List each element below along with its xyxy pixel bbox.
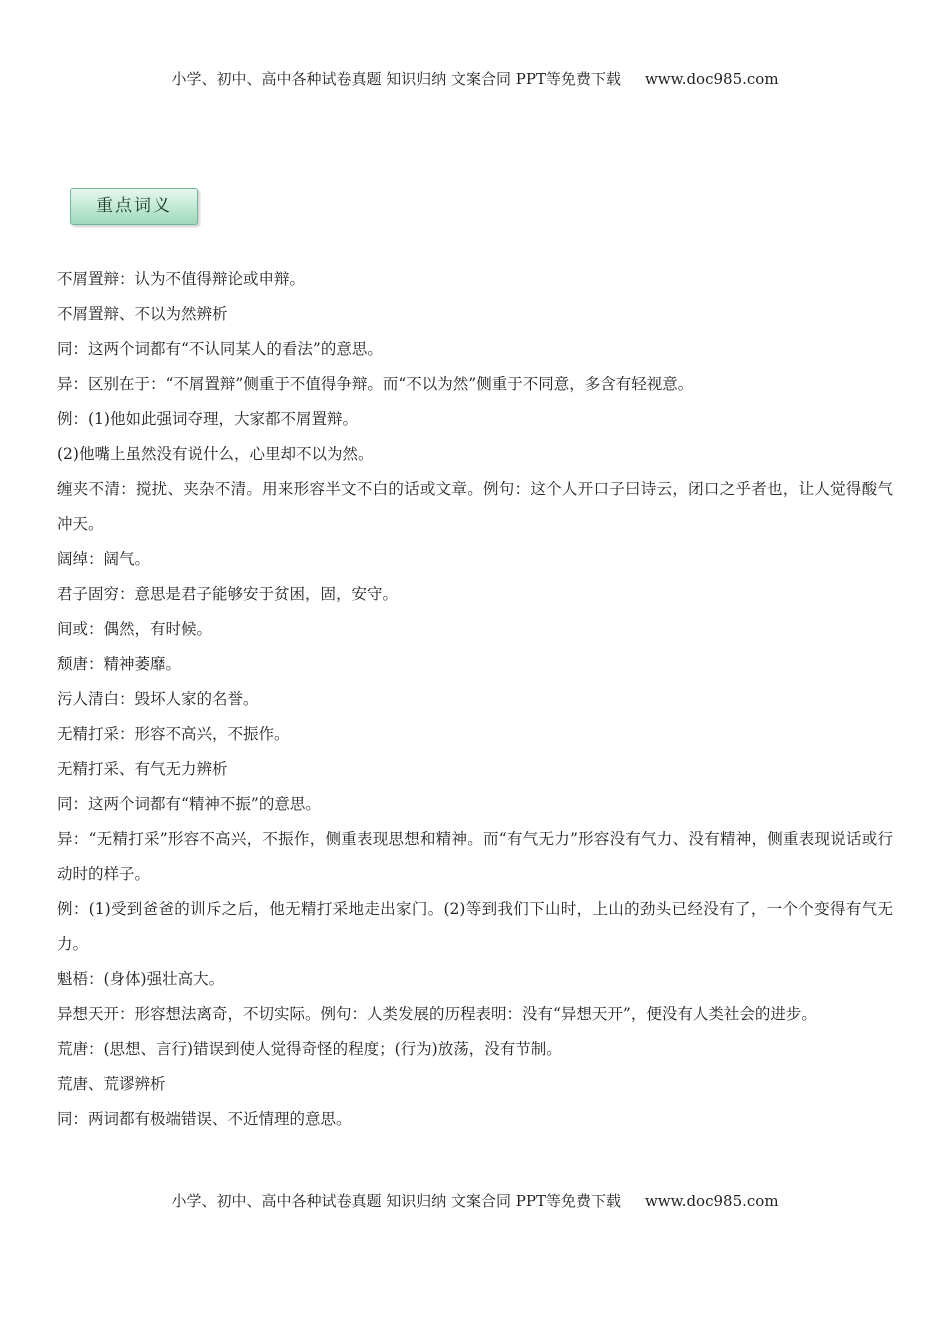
- footer-text: 小学、初中、高中各种试卷真题 知识归纳 文案合同 PPT等免费下载: [171, 1192, 621, 1210]
- line-10: 间或：偶然，有时候。: [57, 620, 213, 638]
- line-17: 例：(1)受到爸爸的训斥之后，他无精打采地走出家门。(2)等到我们下山时，上山的劲头已经没有了，一个个变得有气无力。: [57, 900, 893, 953]
- line-5: 例：(1)他如此强词夺理，大家都不屑置辩。: [57, 410, 358, 428]
- section-title-badge: 重点词义: [70, 188, 198, 225]
- header-site-link[interactable]: www.doc985.com: [644, 70, 779, 88]
- line-2: 不屑置辩、不以为然辨析: [57, 305, 228, 323]
- line-13: 无精打采：形容不高兴，不振作。: [57, 725, 290, 743]
- line-6: (2)他嘴上虽然没有说什么，心里却不以为然。: [57, 445, 374, 463]
- line-9: 君子固穷：意思是君子能够安于贫困，固，安守。: [57, 585, 399, 603]
- line-11: 颓唐：精神萎靡。: [57, 655, 182, 673]
- page-header: [0, 68, 950, 89]
- line-21: 荒唐、荒谬辨析: [57, 1075, 166, 1093]
- line-1: 不屑置辩：认为不值得辩论或申辩。: [57, 270, 306, 288]
- line-18: 魁梧：(身体)强壮高大。: [57, 970, 225, 988]
- page-footer: [0, 1190, 950, 1211]
- footer-site-link[interactable]: www.doc985.com: [644, 1192, 779, 1210]
- line-8: 阔绰：阔气。: [57, 550, 151, 568]
- line-19: 异想天开：形容想法离奇，不切实际。例句：人类发展的历程表明：没有“异想天开”，便没有人类社会的进步。: [57, 1005, 817, 1023]
- line-15: 同：这两个词都有“精神不振”的意思。: [57, 795, 321, 813]
- line-22: 同：两词都有极端错误、不近情理的意思。: [57, 1110, 352, 1128]
- line-3: 同：这两个词都有“不认同某人的看法”的意思。: [57, 340, 383, 358]
- line-16: 异：“无精打采”形容不高兴，不振作，侧重表现思想和精神。而“有气无力”形容没有气力、没有精神，侧重表现说话或行动时的样子。: [57, 830, 893, 883]
- line-12: 污人清白：毁坏人家的名誉。: [57, 690, 259, 708]
- line-20: 荒唐：(思想、言行)错误到使人觉得奇怪的程度；(行为)放荡，没有节制。: [57, 1040, 562, 1058]
- line-4: 异：区别在于：“不屑置辩”侧重于不值得争辩。而“不以为然”侧重于不同意，多含有轻视意。: [57, 375, 694, 393]
- line-7: 缠夹不清：搅扰、夹杂不清。用来形容半文不白的话或文章。例句：这个人开口子曰诗云，闭口之乎者也，让人觉得酸气冲天。: [57, 480, 893, 533]
- line-14: 无精打采、有气无力辨析: [57, 760, 228, 778]
- vocabulary-content: [57, 262, 893, 1137]
- header-text: 小学、初中、高中各种试卷真题 知识归纳 文案合同 PPT等免费下载: [171, 70, 621, 88]
